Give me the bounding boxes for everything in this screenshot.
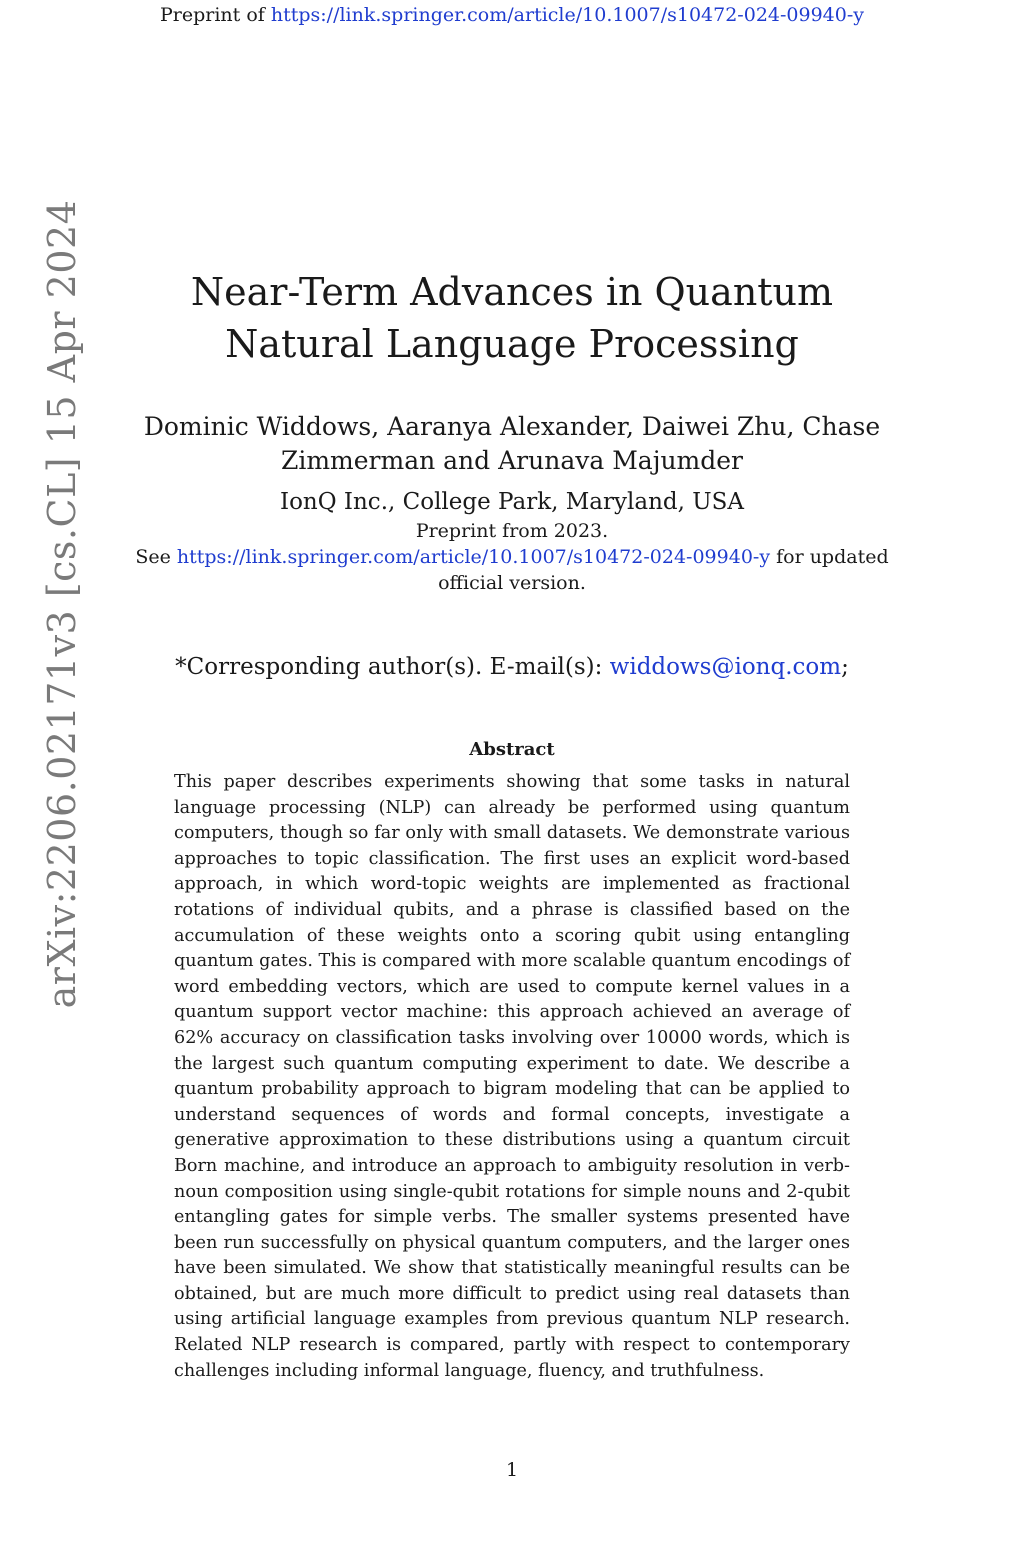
abstract-heading: Abstract — [469, 739, 555, 760]
author-list: Dominic Widdows, Aaranya Alexander, Daiwei Zhu, Chase Zimmerman and Arunava Majumder — [143, 412, 881, 475]
email-link[interactable]: widdows@ionq.com — [609, 654, 842, 680]
official-version-line — [130, 544, 894, 596]
header-link[interactable]: https://link.springer.com/article/10.1007/s10472-024-09940-y — [270, 4, 865, 26]
preprint-note-line: Preprint from 2023. — [415, 520, 609, 542]
affiliation: IonQ Inc., College Park, Maryland, USA — [280, 489, 744, 515]
corresponding-label: *Corresponding author(s). E-mail(s): — [175, 654, 610, 680]
corresponding-trail: ; — [841, 654, 849, 680]
page-header — [0, 4, 1024, 26]
corresponding-author — [130, 652, 894, 682]
official-version-suffix: for updated official version. — [438, 546, 889, 594]
official-version-link[interactable]: https://link.springer.com/article/10.1007/s10472-024-09940-y — [176, 546, 771, 568]
abstract-body: This paper describes experiments showing that some tasks in natural language processing (NLP) can already be performed using quantum computers, though so far only with small datasets. We demonstrate various approaches to topic classification. The first uses an explicit word-based approach, in which word-topic weights are implemented as fractional rotations of individual qubits, and a phrase is classified based on the accumulation of these weights onto a scoring qubit using entangling quantum gates. This is compared with more scalable quantum encodings of word embedding vectors, which are used to compute kernel values in a quantum support vector machine: this approach achieved an average of 62% accuracy on classification tasks involving over 10000 words, which is the largest such quantum computing experiment to date. We describe a quantum probability approach to bigram modeling that can be applied to understand sequences of words and formal concepts, investigate a generative approximation to these distributions using a quantum circuit Born machine, and introduce an approach to ambiguity resolution in verb-noun composition using single-qubit rotations for simple nouns and 2-qubit entangling gates for simple verbs. The smaller systems presented have been run successfully on physical quantum computers, and the larger ones have been simulated. We show that statistically meaningful results can be obtained, but are much more difficult to predict using real datasets than using artificial language examples from previous quantum NLP research. Related NLP research is compared, partly with respect to contemporary challenges including informal language, fluency, and truthfulness. — [174, 772, 850, 1381]
page-number: 1 — [505, 1459, 519, 1481]
preprint-note — [130, 518, 894, 596]
arxiv-stamp: arXiv:2206.02171v3 [cs.CL] 15 Apr 2024 — [40, 199, 84, 1009]
header-prefix: Preprint of — [159, 4, 271, 26]
paper-title: Near-Term Advances in Quantum Natural Language Processing — [190, 270, 834, 366]
see-label: See — [135, 546, 177, 568]
